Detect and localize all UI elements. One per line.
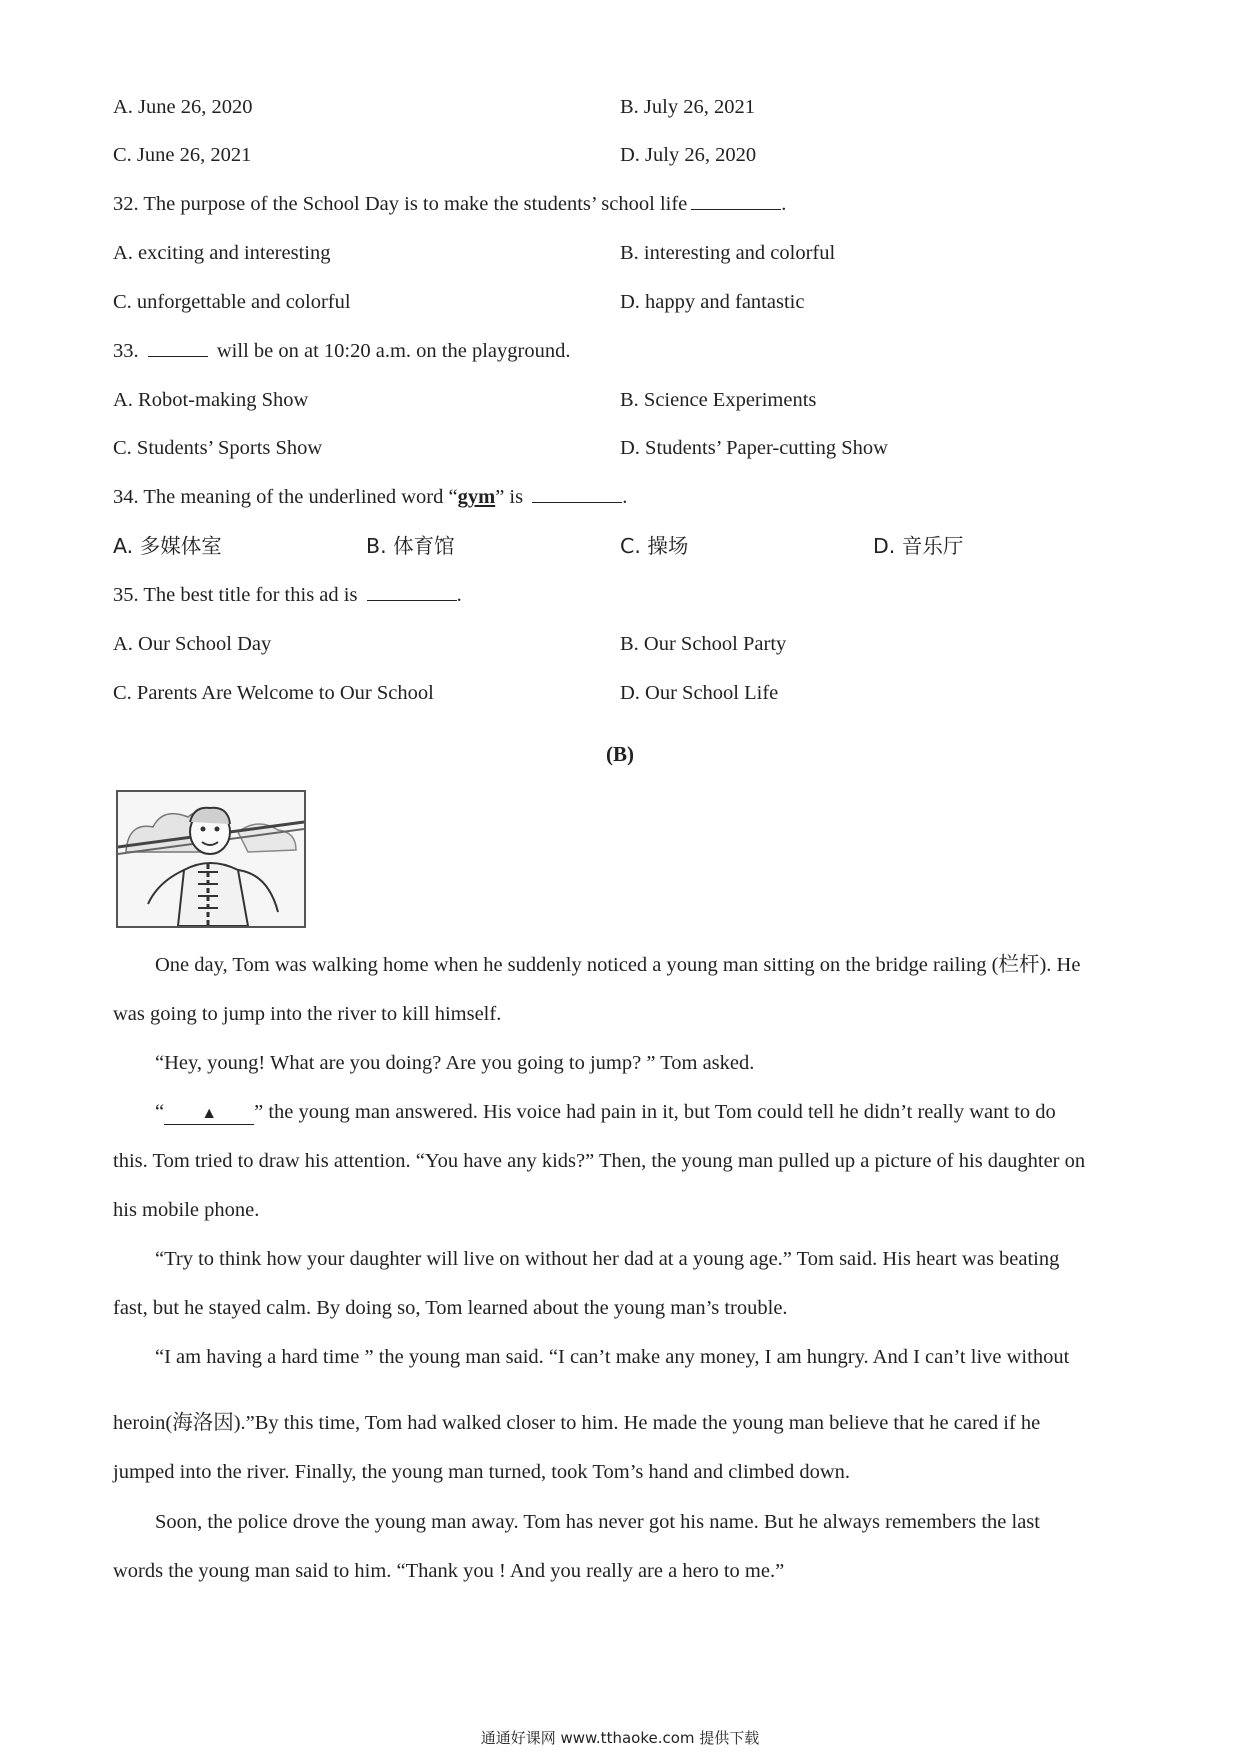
q32-option-a: A. exciting and interesting	[113, 242, 331, 264]
q33-option-a: A. Robot-making Show	[113, 389, 309, 411]
passage-p5-line3: jumped into the river. Finally, the young man turned, took Tom’s hand and climbed down.	[113, 1461, 851, 1483]
q33-option-d: D. Students’ Paper-cutting Show	[620, 437, 888, 459]
q34-blank	[532, 484, 622, 503]
q35-option-a: A. Our School Day	[113, 633, 272, 655]
q35-option-d: D. Our School Life	[620, 682, 779, 704]
q34-option-a: A. 多媒体室	[113, 534, 222, 558]
q33-stem	[113, 337, 570, 365]
q34-stem	[113, 483, 627, 511]
passage-p1-line1: One day, Tom was walking home when he suddenly noticed a young man sitting on the bridge railing (栏杆). He	[155, 954, 1081, 976]
q35-blank	[367, 582, 457, 601]
q31-option-b: B. July 26, 2021	[620, 96, 755, 118]
passage-p3-line2: this. Tom tried to draw his attention. “You have any kids?” Then, the young man pulled up a picture of his daughter on	[113, 1150, 1086, 1172]
q32-stem	[113, 190, 786, 218]
q31-option-c: C. June 26, 2021	[113, 144, 252, 166]
q33-number: 33.	[113, 340, 139, 362]
passage-p4-line2: fast, but he stayed calm. By doing so, Tom learned about the young man’s trouble.	[113, 1297, 788, 1319]
q32-option-d: D. happy and fantastic	[620, 291, 805, 313]
q31-option-a: A. June 26, 2020	[113, 96, 253, 118]
passage-p3-open-quote: “	[155, 1101, 165, 1123]
q32-stem-end: .	[781, 193, 787, 215]
q32-blank	[691, 191, 781, 210]
q34-stem-period: .	[622, 486, 628, 508]
q34-option-b: B. 体育馆	[366, 534, 455, 558]
passage-p1-line2: was going to jump into the river to kill himself.	[113, 1003, 502, 1025]
q33-stem-text: will be on at 10:20 a.m. on the playground.	[216, 340, 571, 362]
q35-stem	[113, 581, 462, 609]
passage-p5-line1: “I am having a hard time ” the young man said. “I can’t make any money, I am hungry. And I can’t live without	[155, 1346, 1070, 1368]
passage-p3-blank: ▲	[164, 1104, 254, 1125]
passage-p3-line3: his mobile phone.	[113, 1199, 260, 1221]
q34-stem-start: 34. The meaning of the underlined word “	[113, 486, 458, 508]
q32-stem-text: 32. The purpose of the School Day is to make the students’ school life	[113, 193, 688, 215]
man-on-bridge-illustration	[116, 790, 306, 928]
q34-underlined-word: gym	[457, 486, 496, 508]
q31-option-d: D. July 26, 2020	[620, 144, 757, 166]
q35-stem-text: 35. The best title for this ad is	[113, 584, 358, 606]
passage-p3-line1-rest: ” the young man answered. His voice had pain in it, but Tom could tell he didn’t really want to do	[254, 1101, 1056, 1123]
q34-stem-end: ” is	[495, 486, 524, 508]
q35-option-c: C. Parents Are Welcome to Our School	[113, 682, 434, 704]
page-footer: 通通好课网 www.tthaoke.com 提供下载	[480, 1729, 760, 1747]
illustration-drawing	[118, 792, 304, 926]
q33-option-c: C. Students’ Sports Show	[113, 437, 323, 459]
passage-p4-line1: “Try to think how your daughter will live on without her dad at a young age.” Tom said. His heart was beating	[155, 1248, 1060, 1270]
passage-p6-line1: Soon, the police drove the young man away. Tom has never got his name. But he always remembers the last	[155, 1511, 1040, 1533]
q34-option-c: C. 操场	[620, 534, 689, 558]
passage-p2: “Hey, young! What are you doing? Are you going to jump? ” Tom asked.	[155, 1052, 755, 1074]
section-b-title: (B)	[606, 742, 634, 766]
passage-p5-line2: heroin(海洛因).”By this time, Tom had walked closer to him. He made the young man believe that he cared if he	[113, 1412, 1041, 1434]
q33-option-b: B. Science Experiments	[620, 389, 817, 411]
q33-blank	[148, 338, 208, 357]
q32-option-c: C. unforgettable and colorful	[113, 291, 351, 313]
q34-option-d: D. 音乐厅	[873, 534, 964, 558]
passage-p3-line1	[155, 1098, 1170, 1126]
passage-p6-line2: words the young man said to him. “Thank you ! And you really are a hero to me.”	[113, 1560, 785, 1582]
q35-option-b: B. Our School Party	[620, 633, 787, 655]
q35-stem-end: .	[456, 584, 462, 606]
q32-option-b: B. interesting and colorful	[620, 242, 836, 264]
